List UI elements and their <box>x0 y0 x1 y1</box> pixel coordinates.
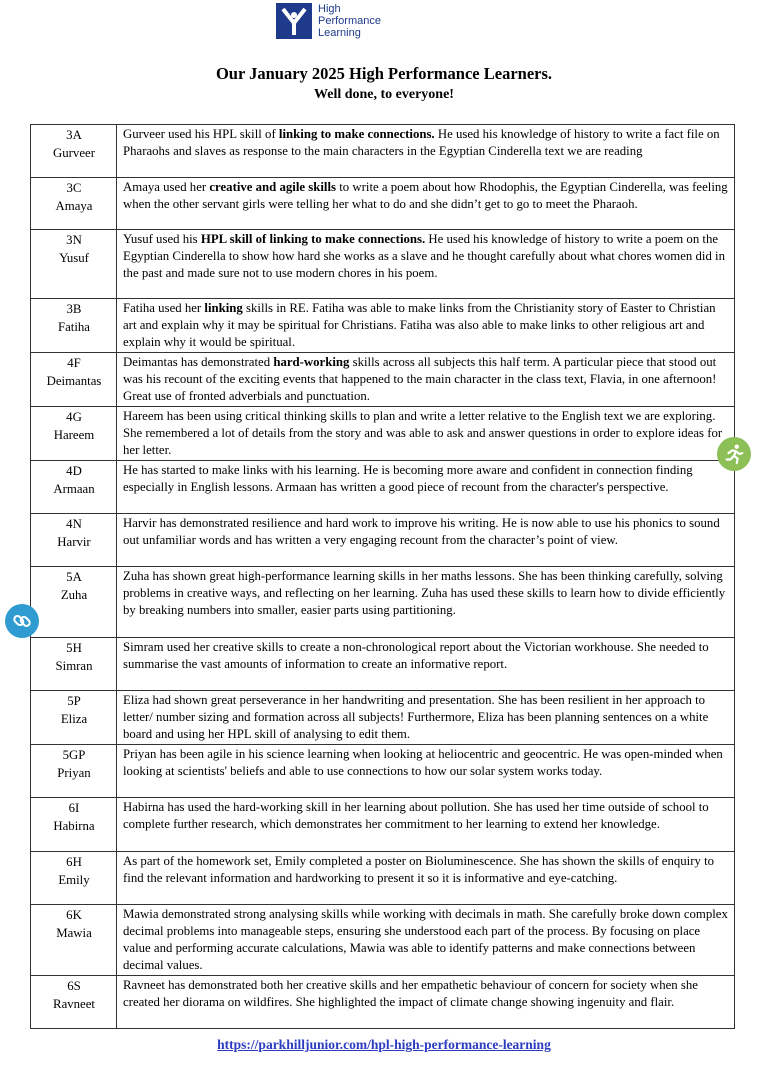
class-cell <box>31 798 117 852</box>
student-name: Priyan <box>57 766 91 780</box>
table-row <box>31 691 735 745</box>
class-code: 5H <box>66 641 82 655</box>
page-title: Our January 2025 High Performance Learners. <box>215 64 553 83</box>
description-text: Priyan has been agile in his science learning when looking at heliocentric and geocentric. He was open-minded when looking at scientists' beliefs and able to use connections to how our solar system works today. <box>123 747 723 778</box>
description-text: Eliza had shown great perseverance in her handwriting and presentation. She has been resilient in her approach to letter/ number sizing and formation across all subjects! Furthermore, Eliza has been planning sentences on a white board and using her HPL skill of analysing to edit them. <box>123 693 709 741</box>
class-code: 4G <box>66 410 82 424</box>
description-text: Hareem has been using critical thinking skills to plan and write a letter relative to the English text we are exploring. She remembered a lot of details from the story and was able to ask and answer questions in order to explore ideas for her letter. <box>123 409 723 457</box>
student-name: Yusuf <box>59 251 89 265</box>
description-text: Zuha has shown great high-performance learning skills in her maths lessons. She has been thinking carefully, solving problems in creative ways, and reflecting on her learning. Zuha has used these skills to learn how to divide efficiently by breaking numbers into smaller, easier parts using partitioning. <box>123 569 726 617</box>
class-code: 3B <box>66 302 82 316</box>
description-cell <box>117 299 735 353</box>
highlighted-skill: hard-working <box>273 355 350 369</box>
table-row <box>31 353 735 407</box>
description-cell <box>117 798 735 852</box>
table-row <box>31 745 735 798</box>
hpl-logo <box>276 2 381 40</box>
website-link[interactable]: https://parkhilljunior.com/hpl-high-performance-learning <box>217 1037 551 1052</box>
description-text-continued: He used his knowledge of history to write a fact file on Pharaohs and slaves as response to the main characters in the Egyptian Cinderella text we are reading <box>123 127 720 158</box>
table-row <box>31 125 735 178</box>
student-name: Gurveer <box>53 146 95 160</box>
description-cell <box>117 852 735 905</box>
learners-table-body <box>31 125 735 1029</box>
highlighted-skill: HPL skill of linking to make connections. <box>200 232 426 246</box>
table-row <box>31 852 735 905</box>
class-cell <box>31 125 117 178</box>
class-cell <box>31 976 117 1029</box>
description-cell <box>117 638 735 691</box>
student-name: Harvir <box>57 535 91 549</box>
chain-link-icon <box>11 610 33 632</box>
highlighted-skill: creative and agile skills <box>209 180 337 194</box>
hpl-logo-icon <box>276 3 312 39</box>
description-text: Amaya used her <box>123 180 210 194</box>
description-text: Fatiha used her <box>123 301 205 315</box>
description-cell <box>117 567 735 638</box>
table-row <box>31 178 735 230</box>
class-code: 4F <box>67 356 81 370</box>
table-row <box>31 976 735 1029</box>
class-cell <box>31 567 117 638</box>
table-row <box>31 299 735 353</box>
class-cell <box>31 905 117 976</box>
class-code: 3N <box>66 233 82 247</box>
student-name: Emily <box>58 873 90 887</box>
student-name: Simran <box>55 659 93 673</box>
running-person-button[interactable] <box>717 437 751 471</box>
student-name: Armaan <box>53 482 95 496</box>
description-cell <box>117 905 735 976</box>
class-cell <box>31 638 117 691</box>
class-cell <box>31 514 117 567</box>
student-name: Hareem <box>53 428 95 442</box>
description-cell <box>117 125 735 178</box>
class-code: 3C <box>66 181 82 195</box>
description-text-continued: to write a poem about how Rhodophis, the Egyptian Cinderella, was feeling when the other servant girls were telling her what to do and she didn’t get to go to meet the Pharaoh. <box>123 180 728 211</box>
class-cell <box>31 230 117 299</box>
description-cell <box>117 230 735 299</box>
highlighted-skill: linking <box>204 301 243 315</box>
description-text: Gurveer used his HPL skill of <box>123 127 279 141</box>
table-row <box>31 905 735 976</box>
class-code: 5P <box>67 694 81 708</box>
description-text: Mawia demonstrated strong analysing skills while working with decimals in math. She carefully broke down complex decimal problems into manageable steps, ensuring she understood each part of the process. By focusing on place value and performing accurate calculations, Mawia was able to identify patterns and make connections between decimal values. <box>123 907 728 972</box>
class-code: 3A <box>66 128 82 142</box>
class-code: 6K <box>66 908 82 922</box>
class-code: 5A <box>66 570 82 584</box>
class-cell <box>31 299 117 353</box>
student-name: Fatiha <box>58 320 90 334</box>
class-cell <box>31 852 117 905</box>
class-cell <box>31 407 117 461</box>
description-text-continued: He used his knowledge of history to write a poem on the Egyptian Cinderella to show how hard she works as a slave and he thought carefully about what chores women did in the past and made sure not to use modern chores in his poem. <box>123 232 726 280</box>
logo-line-1: High <box>318 3 341 15</box>
description-cell <box>117 691 735 745</box>
description-cell <box>117 407 735 461</box>
class-code: 4N <box>66 517 82 531</box>
description-text-continued: skills across all subjects this half term. A particular piece that stood out was his recount of the exciting events that happened to the main character in the class text, Flavia, in one afternoon! Great use of fronted adverbials and punctuation. <box>123 355 717 403</box>
table-row <box>31 567 735 638</box>
class-code: 6H <box>66 855 82 869</box>
class-cell <box>31 691 117 745</box>
table-row <box>31 638 735 691</box>
table-row <box>31 514 735 567</box>
table-row <box>31 798 735 852</box>
class-cell <box>31 178 117 230</box>
description-cell <box>117 461 735 514</box>
class-cell <box>31 461 117 514</box>
student-name: Amaya <box>55 199 93 213</box>
description-cell <box>117 745 735 798</box>
class-code: 6S <box>67 979 81 993</box>
highlighted-skill: linking to make connections. <box>278 127 435 141</box>
student-name: Eliza <box>60 712 88 726</box>
logo-line-2: Performance <box>318 15 381 27</box>
link-button[interactable] <box>5 604 39 638</box>
learners-table <box>30 124 735 1029</box>
class-code: 5GP <box>62 748 86 762</box>
class-cell <box>31 745 117 798</box>
class-code: 4D <box>66 464 82 478</box>
student-name: Habirna <box>53 819 95 833</box>
description-text-continued: skills in RE. Fatiha was able to make links from the Christianity story of Easter to Christian art and explain why it may be spiritual for Christians. Fatiha was also able to make links to other religious art and explain why it would be spiritual. <box>123 301 716 349</box>
description-text: As part of the homework set, Emily completed a poster on Bioluminescence. She has shown the skills of enquiry to find the relevant information and hardworking to present it so it is informative and eye-catching. <box>123 854 715 885</box>
logo-wordmark <box>318 3 381 39</box>
description-text: Harvir has demonstrated resilience and hard work to improve his writing. He is now able to use his phonics to sound out unfamiliar words and has written a very engaging recount from the character’s point of view. <box>123 516 720 547</box>
logo-line-3: Learning <box>318 27 361 39</box>
description-text: Habirna has used the hard-working skill in her learning about pollution. She has used her time outside of school to complete further research, which demonstrates her commitment to her learning to extend her knowledge. <box>123 800 709 831</box>
student-name: Deimantas <box>46 374 102 388</box>
table-row <box>31 407 735 461</box>
class-code: 6I <box>68 801 80 815</box>
running-person-icon <box>723 443 745 465</box>
description-cell <box>117 976 735 1029</box>
student-name: Zuha <box>60 588 88 602</box>
student-name: Mawia <box>56 926 92 940</box>
student-name: Ravneet <box>53 997 95 1011</box>
description-text: Deimantas has demonstrated <box>123 355 274 369</box>
table-row <box>31 230 735 299</box>
class-cell <box>31 353 117 407</box>
page-subtitle: Well done, to everyone! <box>314 87 454 102</box>
description-cell <box>117 514 735 567</box>
description-text: Simram used her creative skills to create a non-chronological report about the Victorian workhouse. She needed to summarise the vast amounts of information to create an informative report. <box>123 640 709 671</box>
description-cell <box>117 178 735 230</box>
table-row <box>31 461 735 514</box>
description-text: He has started to make links with his learning. He is becoming more aware and confident in connection finding especially in English lessons. Armaan has written a good piece of recount from the character's perspective. <box>123 463 693 494</box>
description-text: Ravneet has demonstrated both her creative skills and her empathetic behaviour of concern for society when she created her diorama on wildfires. She highlighted the impact of climate change showing ingenuity and flair. <box>123 978 698 1009</box>
description-cell <box>117 353 735 407</box>
description-text: Yusuf used his <box>123 232 201 246</box>
